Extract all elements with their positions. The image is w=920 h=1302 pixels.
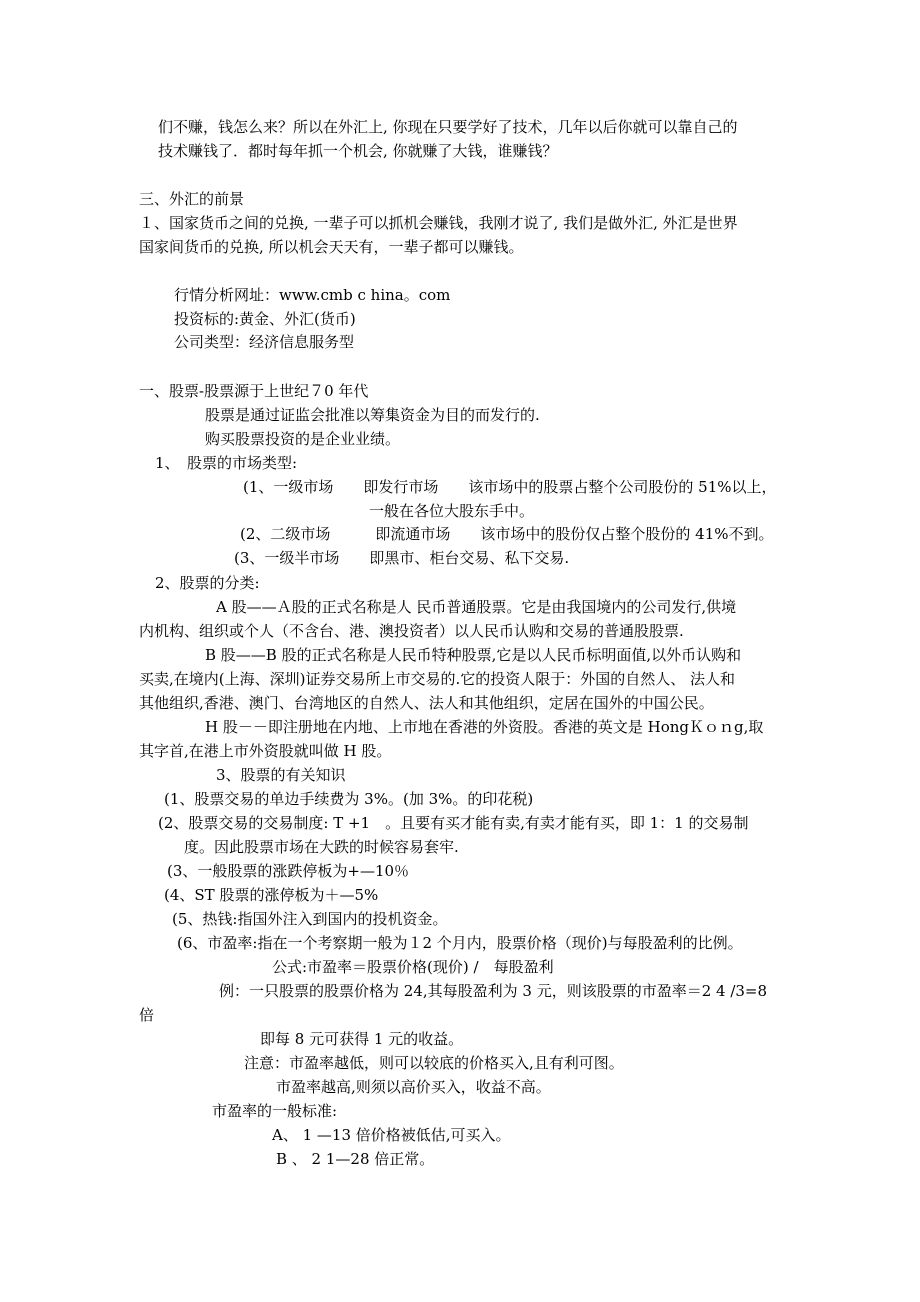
paragraph-line: 国家间货币的兑换, 所以机会天天有，一辈子都可以赚钱。	[139, 238, 524, 256]
note-line: 市盈率越高,则须以高价买入，收益不高。	[276, 1078, 551, 1096]
section-heading-forex-prospects: 三、外汇的前景	[139, 190, 245, 208]
list-item: (5、热钱:指国外注入到国内的投机资金。	[172, 910, 448, 928]
list-item: B 、 2 1—28 倍正常。	[276, 1150, 435, 1168]
paragraph-line: B 股——B 股的正式名称是人民币特种股票,它是以人民币标明面值,以外币认购和	[205, 646, 742, 664]
list-item: (6、市盈率:指在一个考察期一般为１2 个月内，股票价格（现价)与每股盈利的比例。	[177, 934, 743, 952]
section-heading-stocks: 一、股票-股票源于上世纪７0 年代	[139, 382, 369, 400]
paragraph-line: 其字首,在港上市外资股就叫做 H 股。	[139, 742, 392, 760]
list-item: (1、一级市场 即发行市场 该市场中的股票占整个公司股份的 51%以上，	[243, 478, 777, 496]
example-line: 倍	[139, 1006, 155, 1024]
intro-line-1: 们不赚，钱怎么来？所以在外汇上, 你现在只要学好了技术，几年以后你就可以靠自己的	[158, 118, 738, 136]
list-item: (2、二级市场 即流通市场 该市场中的股份仅占整个股份的 41%不到。	[240, 525, 774, 543]
paragraph-line: H 股－－即注册地在内地、上市地在香港的外资股。香港的英文是 HongＫｏｎg,取	[205, 718, 764, 736]
note-line: 注意：市盈率越低，则可以较底的价格买入,且有利可图。	[244, 1054, 624, 1072]
subheading-stock-knowledge: 3、股票的有关知识	[216, 766, 346, 784]
paragraph-line: 买卖,在境内(上海、深圳)证券交易所上市交易的.它的投资人限于：外国的自然人、 法人和	[139, 670, 736, 688]
example-line: 即每 8 元可获得 1 元的收益。	[260, 1030, 464, 1048]
intro-line-2: 技术赚钱了．都时每年抓一个机会, 你就赚了大钱，谁赚钱？	[158, 142, 558, 160]
paragraph-line: A 股——Ａ股的正式名称是人 民币普通股票。它是由我国境内的公司发行,供境	[216, 598, 737, 616]
list-item: A、 1 —13 倍价格被低估,可买入。	[272, 1126, 511, 1144]
list-item: (1、股票交易的单边手续费为 3%。(加 3%。的印花税)	[164, 790, 534, 808]
formula-line: 公式:市盈率＝股票价格(现价) / 每股盈利	[272, 958, 554, 976]
list-item: (3、一般股票的涨跌停板为+—10％	[167, 862, 410, 880]
paragraph-line: 其他组织,香港、澳门、台湾地区的自然人、法人和其他组织，定居在国外的中国公民。	[139, 694, 714, 712]
paragraph-line: １、国家货币之间的兑换, 一辈子可以抓机会赚钱，我刚才说了, 我们是做外汇, 外汇是世界	[139, 214, 738, 232]
subheading-market-types: 1、 股票的市场类型:	[155, 454, 298, 472]
list-item-continuation: 度。因此股票市场在大跌的时候容易套牢.	[184, 838, 459, 856]
paragraph-line: 内机构、组织或个人（不含台、港、澳投资者）以人民币认购和交易的普通股股票.	[139, 622, 684, 640]
subheading-pe-standard: 市盈率的一般标准:	[212, 1102, 338, 1120]
investment-line: 投资标的:黄金、外汇(货币)	[174, 310, 356, 328]
paragraph-line: 购买股票投资的是企业业绩。	[205, 430, 401, 448]
list-item: (2、股票交易的交易制度: T +1 。且要有买才能有卖,有卖才能有买，即 1：1 的交易制	[158, 814, 749, 832]
example-line: 例：一只股票的股票价格为 24,其每股盈利为 3 元，则该股票的市盈率＝2 4 /3=8	[219, 982, 768, 1000]
subheading-classification: 2、股票的分类:	[155, 574, 260, 592]
company-type-line: 公司类型：经济信息服务型	[174, 333, 355, 351]
website-line: 行情分析网址：www.cmb c hina。com	[174, 286, 451, 304]
list-item-continuation: 一般在各位大股东手中。	[369, 502, 535, 520]
paragraph-line: 股票是通过证监会批准以筹集资金为目的而发行的.	[205, 406, 540, 424]
list-item: (4、ST 股票的涨停板为＋—5%	[164, 886, 379, 904]
list-item: (3、一级半市场 即黑市、柜台交易、私下交易.	[234, 549, 570, 567]
